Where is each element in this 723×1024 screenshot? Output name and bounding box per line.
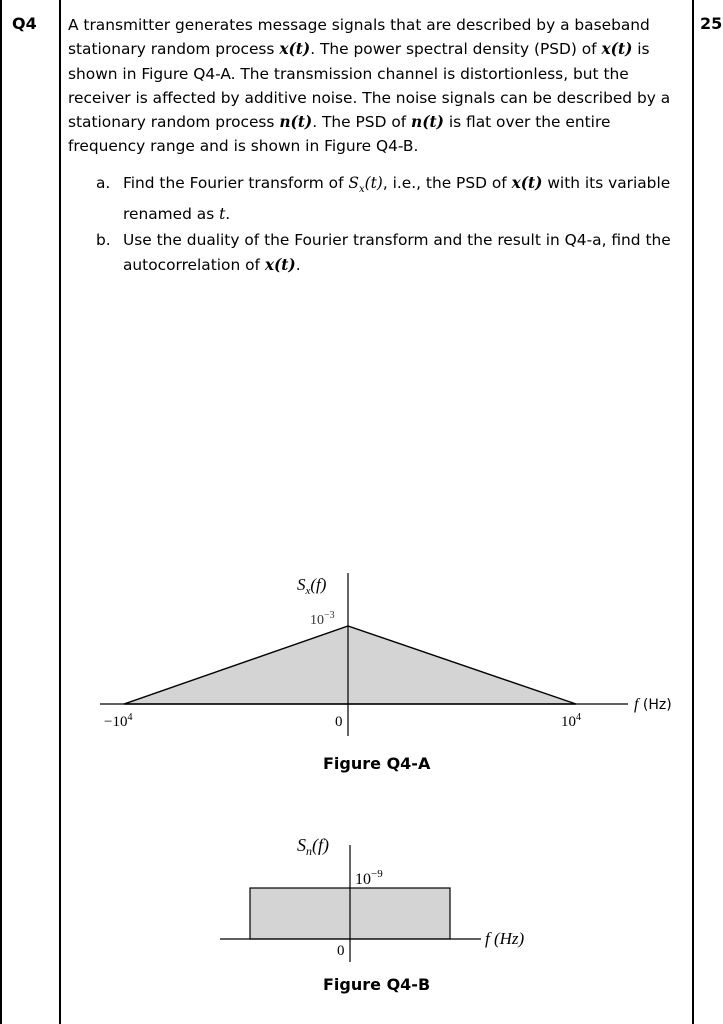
part-text: , i.e., the PSD of <box>382 173 512 192</box>
question-intro <box>68 13 682 159</box>
math-x-t: x(t) <box>601 40 633 59</box>
math-sx <box>348 173 383 195</box>
y-axis-label: $S_n(f)$ <box>297 835 329 858</box>
math-n-t: n(t) <box>411 113 444 132</box>
part-label: a. <box>96 173 111 192</box>
question-body <box>68 13 682 279</box>
figure-a-caption: Figure Q4-A <box>323 754 431 773</box>
math-n-t: n(t) <box>279 113 313 132</box>
part-text: Find the Fourier transform of <box>123 173 349 192</box>
part-label: b. <box>96 231 111 250</box>
part-text: . <box>295 255 301 274</box>
figure-b-caption: Figure Q4-B <box>323 975 431 994</box>
math-x-t: x(t) <box>264 255 296 274</box>
tick-label-zero: 0 <box>335 714 343 730</box>
level-value-label: $10^{-9}$ <box>355 868 383 888</box>
part-a <box>96 171 682 227</box>
part-text: . <box>225 205 231 224</box>
part-text: Use the duality of the Fourier transform and the result in Q4-a, find the autocorrelation of <box>123 231 671 274</box>
part-b <box>96 228 682 277</box>
x-axis-label: f (Hz) <box>485 929 525 948</box>
psd-triangle <box>124 626 576 704</box>
part-text: with its variable renamed as <box>123 173 671 224</box>
intro-text-4: . The PSD of <box>312 113 412 132</box>
math-x-t: x(t) <box>279 40 311 59</box>
intro-text-5: is flat over the entire frequency range and is shown in Figure Q4-B. <box>68 113 611 156</box>
tick-label-right: $10^4$ <box>561 712 581 730</box>
figure-q4-a <box>0 560 723 750</box>
x-axis-label: f (Hz) <box>634 696 672 713</box>
question-marks: 25 <box>700 14 723 33</box>
question-number: Q4 <box>12 14 37 33</box>
intro-text-1: A transmitter generates message signals that are described by a baseband stationary random process <box>68 16 650 59</box>
math-x-t: x(t) <box>511 173 543 192</box>
y-axis-label: $S_x(f)$ <box>297 575 327 597</box>
math-s: S <box>348 173 359 192</box>
question-parts <box>68 171 682 277</box>
math-arg: (t) <box>364 173 383 192</box>
intro-text-2: . The power spectral density (PSD) of <box>310 40 602 59</box>
figure-q4-b <box>0 825 723 965</box>
intro-text-3: is shown in Figure Q4-A. The transmission channel is distortionless, but the receiver is affected by additive noise. The noise signals can be described by a stationary random process <box>68 40 671 132</box>
tick-label-left: $-10^4$ <box>104 712 133 730</box>
math-sub: x <box>358 183 365 195</box>
math-t: t <box>219 205 226 224</box>
peak-value-label: $10^{-3}$ <box>310 610 335 628</box>
tick-label-zero: 0 <box>337 943 345 959</box>
